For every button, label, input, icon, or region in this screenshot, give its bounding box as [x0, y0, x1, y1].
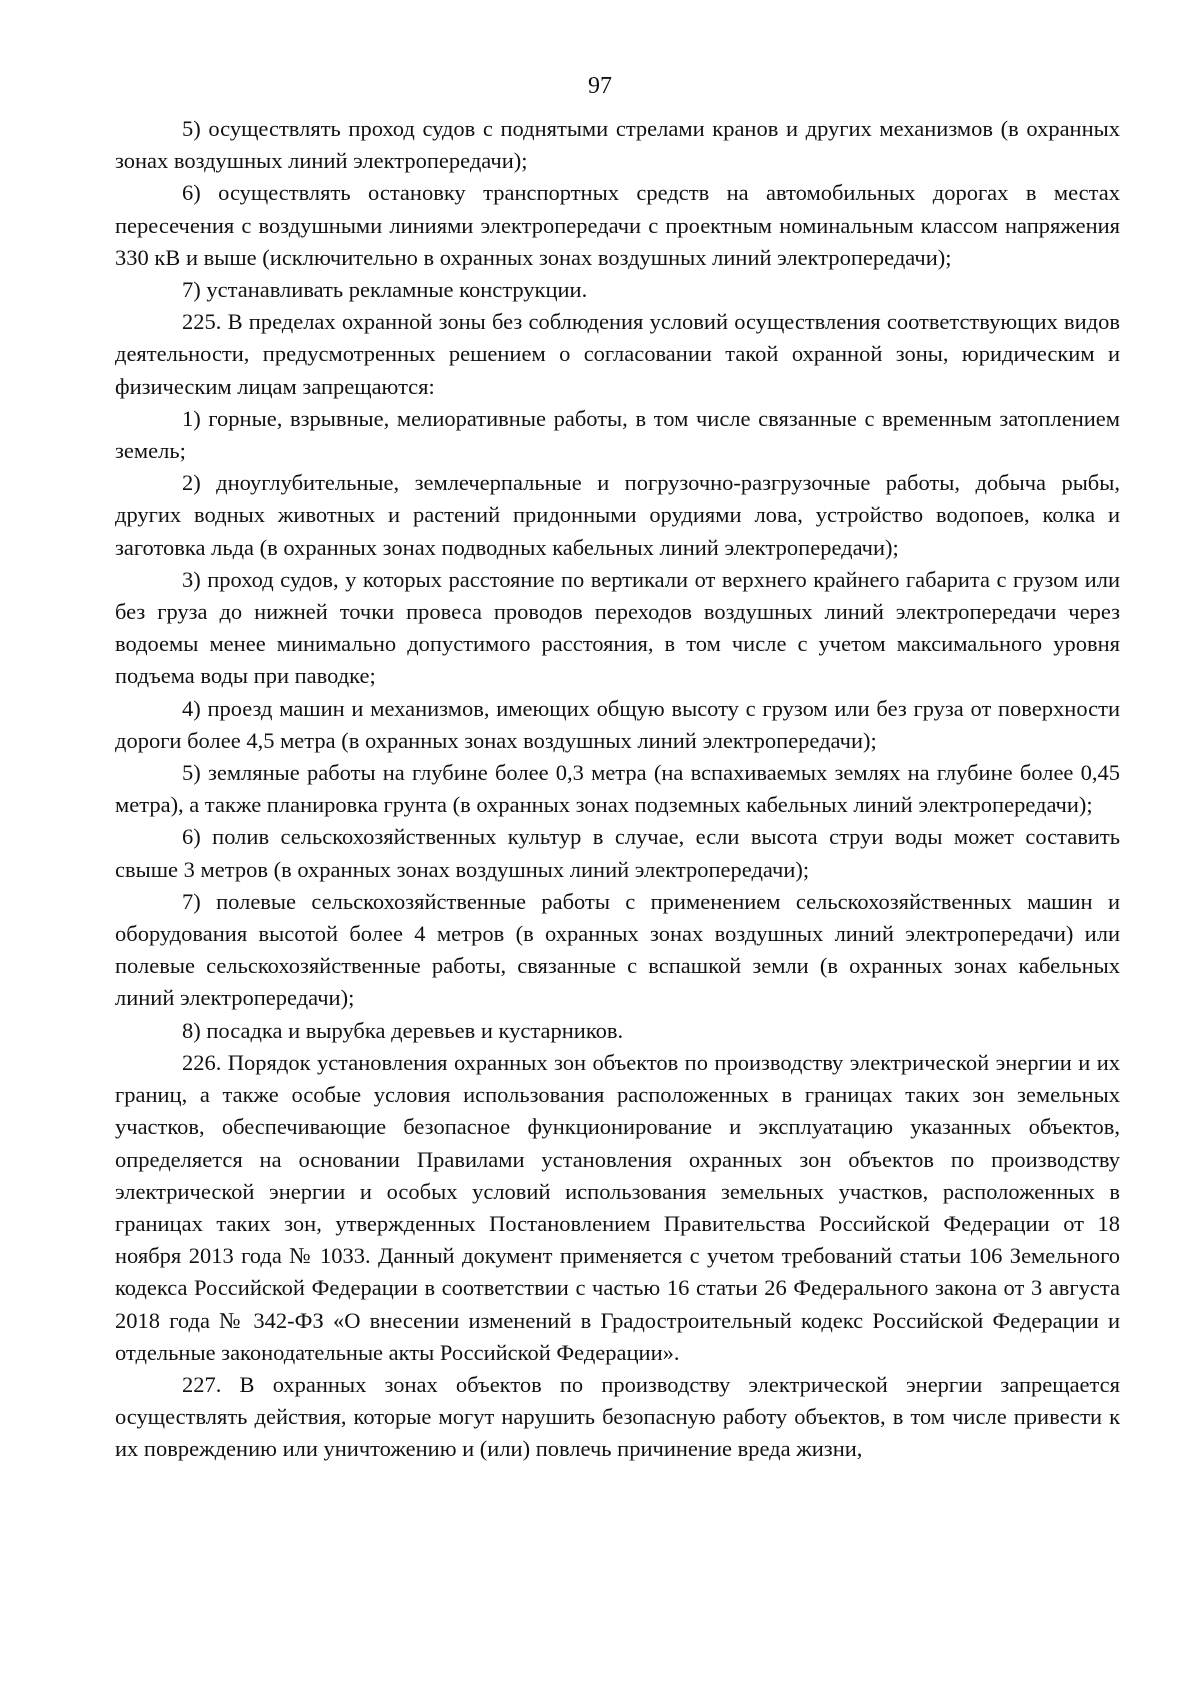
document-body [115, 113, 1120, 1466]
paragraph-225: 225. В пределах охранной зоны без соблюдения условий осуществления соответствующих видов деятельности, предусмотренных решением о согласовании такой охранной зоны, юридическим и физическим лицам запрещаются: [115, 309, 1120, 399]
page-number: 97 [588, 73, 612, 99]
paragraph-225-item-5: 5) земляные работы на глубине более 0,3 метра (на вспахиваемых землях на глубине более 0,45 метра), а также планировка грунта (в охранных зонах подземных кабельных линий электропередачи); [115, 760, 1120, 818]
paragraph-225-item-3: 3) проход судов, у которых расстояние по вертикали от верхнего крайнего габарита с грузом или без груза до нижней точки провеса проводов переходов воздушных линий электропередачи через водоемы менее минимально допустимого расстояния, в том числе с учетом максимального уровня подъема воды при паводке; [115, 566, 1120, 689]
paragraph-item-5-vessels-with-cranes: 5) осуществлять проход судов с поднятыми стрелами кранов и других механизмов (в охранных зонах воздушных линий электропередачи); [115, 116, 1120, 174]
paragraph-225-item-8: 8) посадка и вырубка деревьев и кустарников. [182, 1017, 624, 1043]
paragraph-225-item-1: 1) горные, взрывные, мелиоративные работы, в том числе связанные с временным затоплением земель; [115, 405, 1120, 464]
paragraph-225-item-2: 2) дноуглубительные, землечерпальные и погрузочно-разгрузочные работы, добыча рыбы, других водных животных и растений придонными орудиями лова, устройство водопоев, колка и заготовка льда (в охранных зонах подводных кабельных линий электропередачи); [115, 470, 1120, 560]
paragraph-227: 227. В охранных зонах объектов по производству электрической энергии запрещается осуществлять действия, которые могут нарушить безопасную работу объектов, в том числе привести к их повреждению или уничтожению и (или) повлечь причинение вреда жизни, [115, 1371, 1120, 1462]
paragraph-225-item-6: 6) полив сельскохозяйственных культур в случае, если высота струи воды может составить свыше 3 метров (в охранных зонах воздушных линий электропередачи); [115, 824, 1120, 882]
paragraph-item-7-advertising: 7) устанавливать рекламные конструкции. [182, 277, 588, 303]
paragraph-item-6-vehicle-stops: 6) осуществлять остановку транспортных средств на автомобильных дорогах в местах пересечения с воздушными линиями электропередачи с проектным номинальным классом напряжения 330 кВ и выше (исключительно в охранных зонах воздушных линий электропередачи); [115, 180, 1120, 270]
paragraph-226: 226. Порядок установления охранных зон объектов по производству электрической энергии и их границ, а также особые условия использования расположенных в границах таких зон земельных участков, обеспечивающие безопасное функционирование и эксплуатацию указанных объектов, определяется на основании Правилами установления охранных зон объектов по производству электрической энергии и особых условий использования земельных участков, расположенных в границах таких зон, утвержденных Постановлением Правительства Российской Федерации от 18 ноября 2013 года № 1033. Данный документ применяется с учетом требований статьи 106 Земельного кодекса Российской Федерации в соответствии с частью 16 статьи 26 Федерального закона от 3 августа 2018 года № 342-ФЗ «О внесении изменений в Градостроительный кодекс Российской Федерации и отдельные законодательные акты Российской Федерации». [115, 1049, 1120, 1365]
paragraph-225-item-7: 7) полевые сельскохозяйственные работы с применением сельскохозяйственных машин и оборудования высотой более 4 метров (в охранных зонах воздушных линий электропередачи) или полевые сельскохозяйственные работы, связанные с вспашкой земли (в охранных зонах кабельных линий электропередачи); [115, 888, 1120, 1011]
paragraph-225-item-4: 4) проезд машин и механизмов, имеющих общую высоту с грузом или без груза от поверхности дороги более 4,5 метра (в охранных зонах воздушных линий электропередачи); [115, 695, 1120, 753]
